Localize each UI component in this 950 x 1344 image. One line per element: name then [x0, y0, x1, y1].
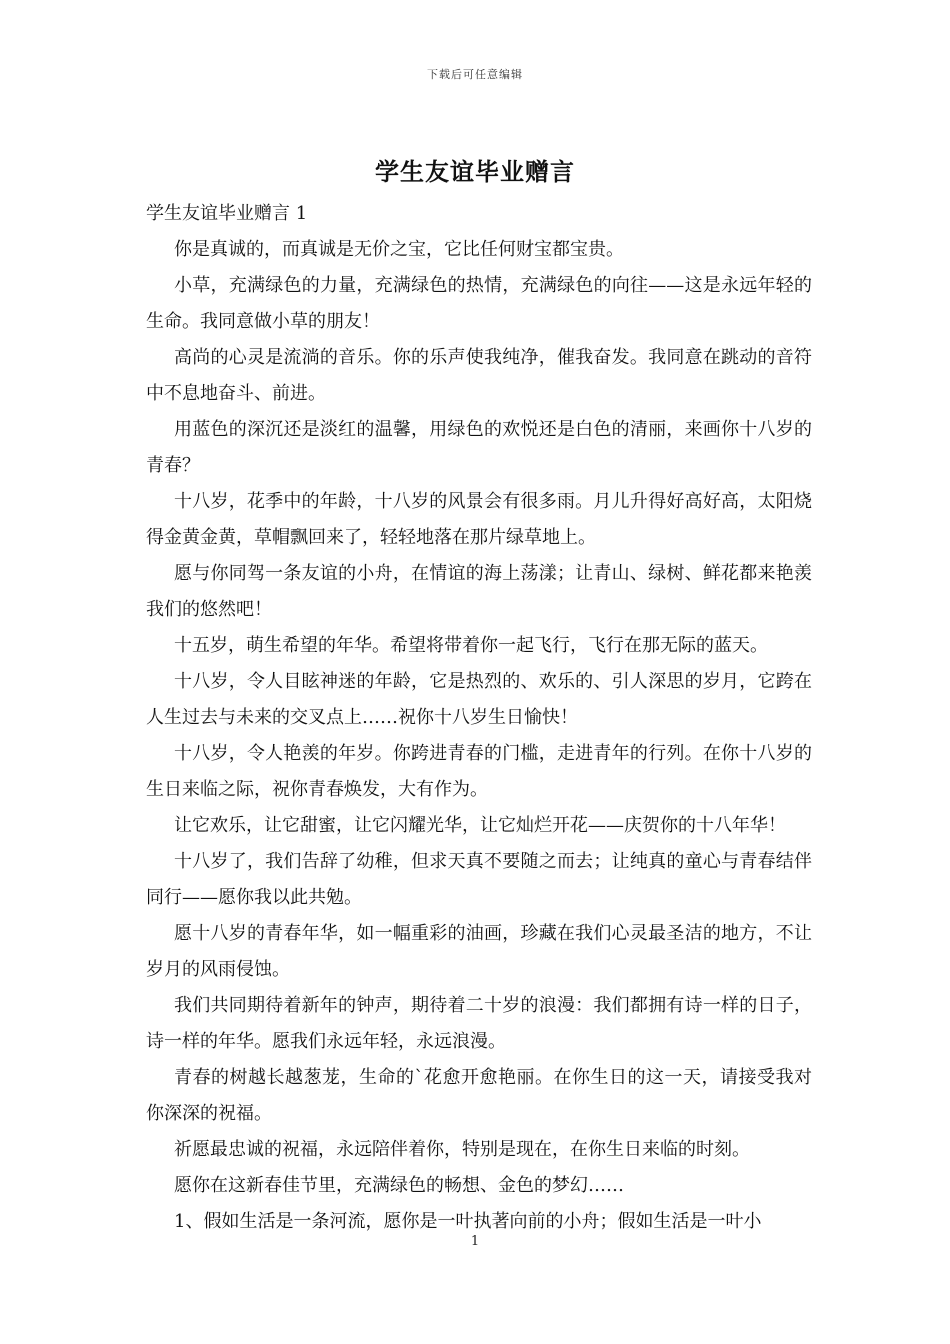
paragraph: 你是真诚的，而真诚是无价之宝，它比任何财宝都宝贵。 — [174, 239, 624, 260]
paragraph: 十八岁了，我们告辞了幼稚，但求天真不要随之而去；让纯真的童心与青春结伴同行——愿你我以此共勉。 — [146, 851, 812, 908]
paragraph: 高尚的心灵是流淌的音乐。你的乐声使我纯净，催我奋发。我同意在跳动的音符中不息地奋斗、前进。 — [146, 347, 812, 404]
paragraph: 小草，充满绿色的力量，充满绿色的热情，充满绿色的向往——这是永远年轻的生命。我同意做小草的朋友！ — [146, 275, 812, 332]
section-subtitle: 学生友谊毕业赠言 1 — [146, 203, 308, 224]
paragraph: 让它欢乐，让它甜蜜，让它闪耀光华，让它灿烂开花——庆贺你的十八年华！ — [174, 815, 786, 836]
paragraph: 愿你在这新春佳节里，充满绿色的畅想、金色的梦幻…… — [174, 1175, 624, 1196]
page-header-note: 下载后可任意编辑 — [427, 68, 523, 81]
paragraph: 祈愿最忠诚的祝福，永远陪伴着你，特别是现在，在你生日来临的时刻。 — [174, 1139, 750, 1160]
paragraph: 十八岁，花季中的年龄，十八岁的风景会有很多雨。月儿升得好高好高，太阳烧得金黄金黄，草帽飘回来了，轻轻地落在那片绿草地上。 — [146, 491, 812, 548]
paragraph: 愿十八岁的青春年华，如一幅重彩的油画，珍藏在我们心灵最圣洁的地方，不让岁月的风雨侵蚀。 — [146, 923, 812, 980]
paragraph: 十八岁，令人艳羡的年岁。你跨进青春的门槛，走进青年的行列。在你十八岁的生日来临之际，祝你青春焕发，大有作为。 — [146, 743, 812, 800]
paragraph: 1、假如生活是一条河流，愿你是一叶执著向前的小舟；假如生活是一叶小 — [174, 1211, 762, 1232]
page-number: 1 — [470, 1234, 480, 1249]
paragraph: 青春的树越长越葱茏，生命的`花愈开愈艳丽。在你生日的这一天，请接受我对你深深的祝福。 — [146, 1067, 812, 1124]
paragraph: 用蓝色的深沉还是淡红的温馨，用绿色的欢悦还是白色的清丽，来画你十八岁的青春？ — [146, 419, 812, 476]
paragraph: 十八岁，令人目眩神迷的年龄，它是热烈的、欢乐的、引人深思的岁月，它跨在人生过去与未来的交叉点上……祝你十八岁生日愉快！ — [146, 671, 812, 728]
document-body — [146, 196, 812, 1240]
paragraph: 十五岁，萌生希望的年华。希望将带着你一起飞行，飞行在那无际的蓝天。 — [174, 635, 768, 656]
paragraph: 我们共同期待着新年的钟声，期待着二十岁的浪漫：我们都拥有诗一样的日子，诗一样的年华。愿我们永远年轻，永远浪漫。 — [146, 995, 812, 1052]
document-title: 学生友谊毕业赠言 — [375, 157, 575, 186]
paragraph: 愿与你同驾一条友谊的小舟，在情谊的海上荡漾；让青山、绿树、鲜花都来艳羡我们的悠然吧！ — [146, 563, 812, 620]
